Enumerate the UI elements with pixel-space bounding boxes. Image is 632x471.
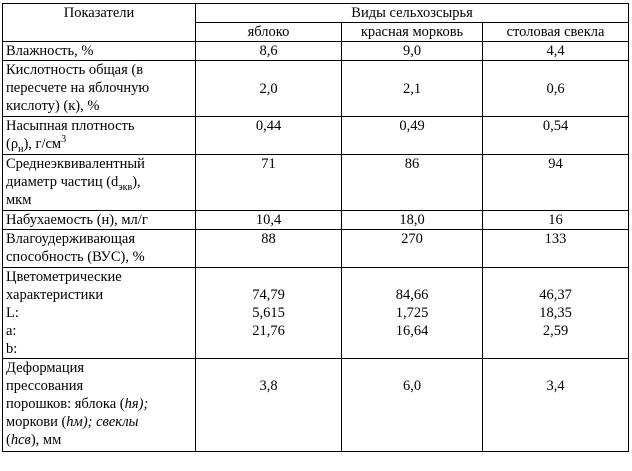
table-row	[3, 61, 629, 117]
cell-value: 2,0	[196, 61, 342, 117]
row-label-line: Насыпная плотность	[6, 118, 135, 134]
row-label-line: способность (ВУС), %	[6, 249, 145, 265]
row-label-line: мкм	[6, 192, 32, 208]
cell-value	[483, 268, 629, 359]
cell-value: 270	[342, 230, 483, 268]
row-label-line: диаметр частиц $(d_{экв})$,	[6, 174, 141, 193]
color-a-value: 18,35	[539, 305, 572, 321]
row-label	[3, 230, 196, 268]
cell-value: 10,4	[196, 211, 342, 230]
row-label-line: моркови (hм); свеклы	[6, 414, 139, 430]
header-raw-types: Виды сельхозсырья	[196, 4, 629, 23]
cell-value: 86	[342, 155, 483, 211]
table-row	[3, 117, 629, 155]
cell-value	[196, 268, 342, 359]
table-row	[3, 359, 629, 452]
row-label-line: (hсв), мм	[6, 432, 62, 448]
header-indicators: Показатели	[3, 4, 196, 42]
row-label	[3, 61, 196, 117]
cell-value: 94	[483, 155, 629, 211]
row-label-line: Среднеэквивалентный	[6, 156, 145, 172]
row-label-line: пересчете на яблочную	[6, 80, 150, 96]
table-row	[3, 211, 629, 230]
row-label-line: характеристики	[6, 287, 104, 303]
row-label-line: Цветометрические	[6, 269, 122, 285]
row-label-line: Влагоудерживающая	[6, 231, 135, 247]
color-l-value: 46,37	[539, 287, 572, 303]
color-l-value: 84,66	[395, 287, 429, 303]
cell-value	[342, 268, 483, 359]
color-b-value: 2,59	[542, 323, 569, 339]
row-label	[3, 268, 196, 359]
row-label-line: Кислотность общая (в	[6, 62, 144, 78]
cell-value: 71	[196, 155, 342, 211]
color-a-value: 1,725	[395, 305, 429, 321]
cell-value: 0,49	[342, 117, 483, 155]
row-label-line: b:	[6, 341, 18, 357]
row-label: Влажность, %	[3, 42, 196, 61]
cell-value: 8,6	[196, 42, 342, 61]
cell-value: 0,44	[196, 117, 342, 155]
properties-table	[2, 3, 629, 452]
cell-value: 88	[196, 230, 342, 268]
cell-value: 0,6	[483, 61, 629, 117]
cell-value: 4,4	[483, 42, 629, 61]
cell-value: 16	[483, 211, 629, 230]
cell-value: 133	[483, 230, 629, 268]
row-label-line: L:	[6, 305, 19, 321]
table-row	[3, 42, 629, 61]
cell-value: 18,0	[342, 211, 483, 230]
row-label-line: a:	[6, 323, 17, 339]
row-label-line: кислоту) (к), %	[6, 98, 100, 114]
row-label-line: прессования	[6, 378, 84, 394]
color-b-value: 16,64	[395, 323, 429, 339]
cell-value: 0,54	[483, 117, 629, 155]
color-l-value: 74,79	[252, 287, 285, 303]
cell-value: 6,0	[342, 359, 483, 452]
row-label-line: $(\rho_н)$, $г/см^3$	[6, 134, 67, 155]
header-col-beet: столовая свекла	[483, 23, 629, 42]
cell-value: 3,4	[483, 359, 629, 452]
cell-value: 3,8	[196, 359, 342, 452]
row-label: Набухаемость (н), мл/г	[3, 211, 196, 230]
row-label	[3, 117, 196, 155]
color-b-value: 21,76	[252, 323, 285, 339]
row-label-line: порошков: яблока (hя);	[6, 396, 149, 412]
table-row	[3, 268, 629, 359]
color-a-value: 5,615	[252, 305, 285, 321]
table-row	[3, 155, 629, 211]
row-label-line: Деформация	[6, 360, 85, 376]
row-label	[3, 359, 196, 452]
row-label	[3, 155, 196, 211]
cell-value: 2,1	[342, 61, 483, 117]
document-page	[2, 3, 628, 452]
cell-value: 9,0	[342, 42, 483, 61]
header-col-carrot: красная морковь	[342, 23, 483, 42]
table-row	[3, 230, 629, 268]
header-row-1	[3, 4, 629, 23]
header-col-apple: яблоко	[196, 23, 342, 42]
